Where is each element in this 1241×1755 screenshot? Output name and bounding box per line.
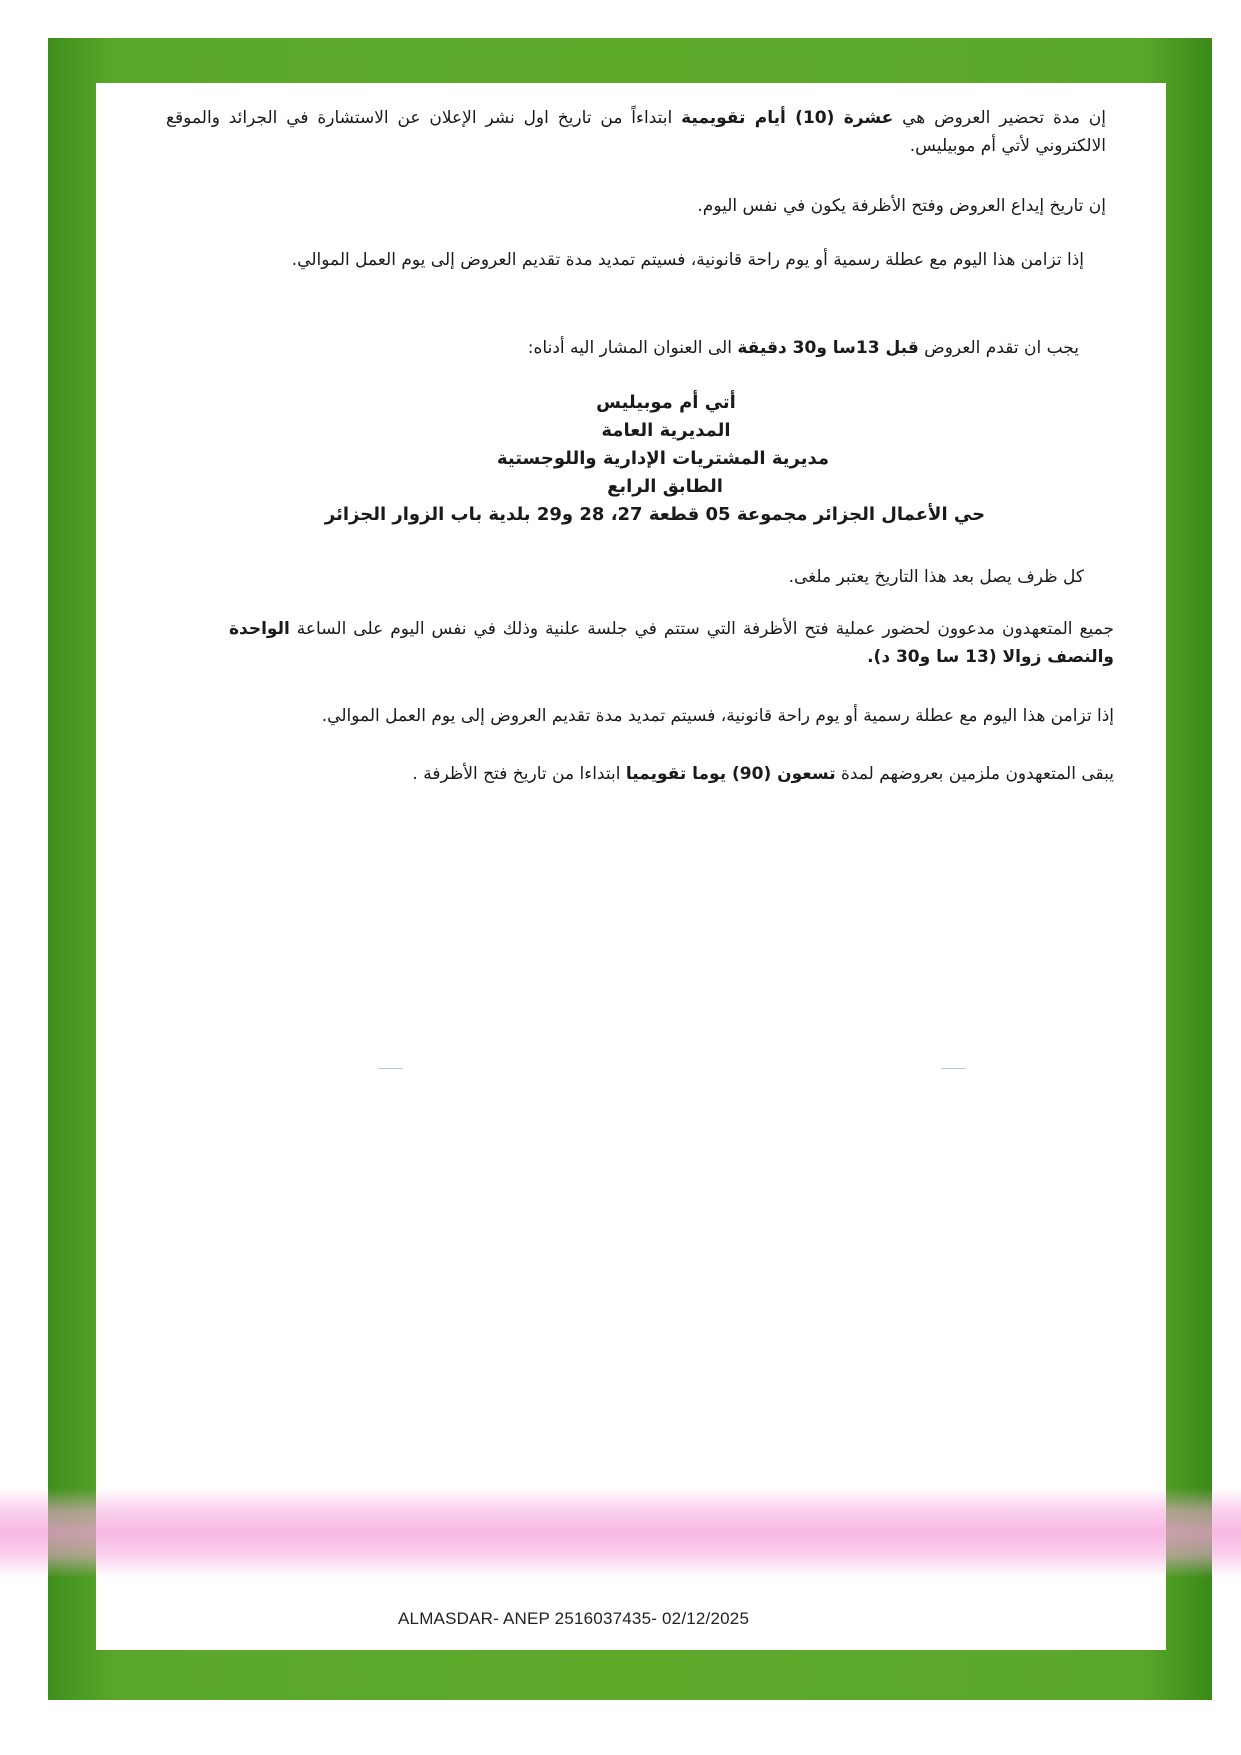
paragraph-public-opening [229, 615, 1114, 671]
text-run: إن مدة تحضير العروض هي [893, 108, 1106, 128]
address-floor: الطابق الرابع [607, 476, 723, 497]
scan-artifact [378, 1068, 402, 1069]
paragraph-deposit-date: إن تاريخ إيداع العروض وفتح الأظرفة يكون في نفس اليوم. [697, 196, 1106, 216]
bold-validity-days: تسعون (90) يوما تقويميا [625, 764, 836, 784]
text-run: ابتداءا من تاريخ فتح الأظرفة . [412, 764, 626, 784]
address-street: حي الأعمال الجزائر مجموعة 05 قطعة 27، 28 و29 بلدية باب الزوار الجزائر [324, 504, 986, 525]
text-run: يبقى المتعهدون ملزمين بعروضهم لمدة [835, 764, 1114, 784]
paragraph-submission-deadline [199, 334, 1079, 362]
paragraph-holiday-extension: إذا تزامن هذا اليوم مع عطلة رسمية أو يوم راحة قانونية، فسيتم تمديد مدة تقديم العروض إلى يوم العمل الموالي. [291, 250, 1084, 270]
text-run: يجب ان تقدم العروض [918, 338, 1079, 358]
text-run: ابتداءاً من تاريخ اول نشر الإعلان عن الاستشارة في الجرائد والموقع الالكتروني لأتي أم موبيليس. [166, 108, 1106, 156]
bold-duration: عشرة (10) أيام تقويمية [681, 108, 894, 128]
bold-deadline-time: قبل 13سا و30 دقيقة [737, 338, 919, 358]
bold-opening-time: الواحدة والنصف زوالا (13 سا و30 د). [229, 619, 1114, 667]
address-block [96, 389, 1166, 529]
footer-reference: ALMASDAR- ANEP 2516037435- 02/12/2025 [398, 1609, 750, 1628]
text-run: الى العنوان المشار اليه أدناه: [527, 338, 738, 358]
address-company: أتي أم موبيليس [596, 392, 736, 413]
address-direction-generale: المديرية العامة [601, 420, 731, 441]
paragraph-validity-period [229, 760, 1114, 788]
address-procurement-directorate: مديرية المشتريات الإدارية واللوجستية [496, 448, 830, 469]
document-content [96, 83, 1166, 1650]
text-run: جميع المتعهدون مدعوون لحضور عملية فتح الأظرفة التي ستتم في جلسة علنية وذلك في نفس اليوم على الساعة [289, 619, 1114, 639]
paragraph-preparation-period [166, 104, 1106, 160]
paragraph-late-envelope: كل ظرف يصل بعد هذا التاريخ يعتبر ملغى. [788, 567, 1084, 587]
paragraph-holiday-extension-2: إذا تزامن هذا اليوم مع عطلة رسمية أو يوم راحة قانونية، فسيتم تمديد مدة تقديم العروض إلى يوم العمل الموالي. [321, 706, 1114, 726]
scan-artifact [942, 1068, 966, 1069]
